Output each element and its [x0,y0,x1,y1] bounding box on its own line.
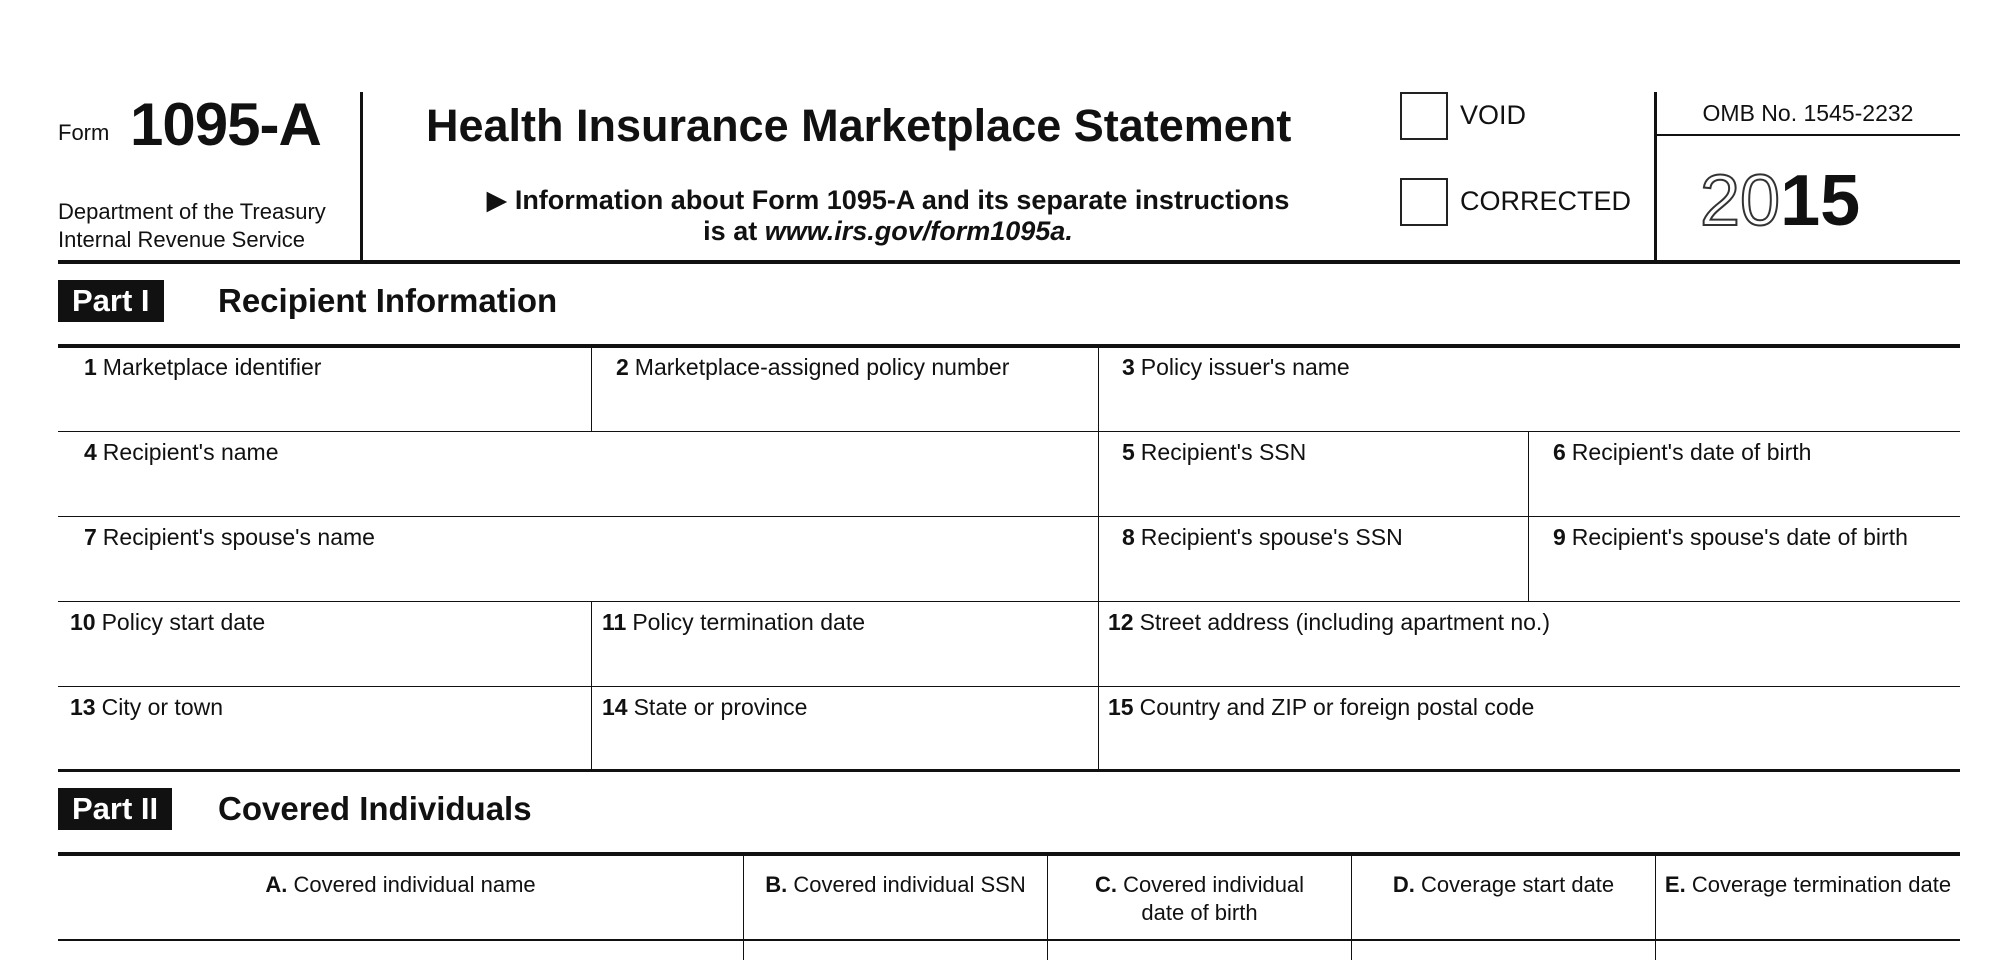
omb-underline [1656,134,1960,136]
omb-number: OMB No. 1545-2232 [1702,100,1914,126]
row-rule-2 [58,516,1960,517]
part1-bottom-rule [58,769,1960,772]
field-2[interactable]: 2 Marketplace-assigned policy number [616,354,1010,380]
field-9[interactable]: 9 Recipient's spouse's date of birth [1553,524,1908,550]
column-header-c: C. Covered individual date of birth [1094,872,1305,925]
field-7[interactable]: 7 Recipient's spouse's name [84,524,375,550]
field-10[interactable]: 10 Policy start date [70,609,266,635]
dept-line1: Department of the Treasury [58,199,326,224]
part2-header-rule [58,939,1960,941]
field-14[interactable]: 14 State or province [602,694,808,720]
field-3[interactable]: 3 Policy issuer's name [1122,354,1350,380]
row-rule-3 [58,601,1960,602]
column-header-a: A. Covered individual name [265,872,536,897]
column-header-d: D. Coverage start date [1392,872,1615,897]
info-line1: ▶ Information about Form 1095-A and its separate instructions [486,185,1290,215]
vrule-main [1098,346,1099,770]
tax-year [1700,160,1860,242]
field-6[interactable]: 6 Recipient's date of birth [1553,439,1812,465]
vrule-r23 [1528,431,1529,601]
part2-title: Covered Individuals [218,790,532,827]
part1-title: Recipient Information [218,282,558,319]
year-outline: 20 [1700,161,1781,241]
field-8[interactable]: 8 Recipient's spouse's SSN [1122,524,1403,550]
row-rule-4 [58,686,1960,687]
field-11[interactable]: 11 Policy termination date [602,609,866,635]
field-1[interactable]: 1 Marketplace identifier [84,354,322,380]
field-13[interactable]: 13 City or town [70,694,224,720]
part1-tag: Part I [58,280,164,322]
column-header-e: E. Coverage termination date [1664,872,1952,897]
vrule-r45 [591,601,592,770]
corrected-checkbox[interactable] [1400,178,1448,226]
department-label [58,198,326,254]
info-line2 [448,216,1328,247]
info-url-link[interactable]: www.irs.gov/form1095a. [764,216,1073,246]
form-number: 1095-A [130,91,321,158]
void-checkbox[interactable] [1400,92,1448,140]
dept-line2: Internal Revenue Service [58,227,306,252]
instructions-note [448,185,1328,247]
corrected-label: CORRECTED [1460,186,1632,216]
header-divider-right [1654,92,1657,260]
part2-tag: Part II [58,788,172,830]
part2-top-rule [58,852,1960,856]
field-12[interactable]: 12 Street address (including apartment no.) [1108,609,1550,635]
column-header-b: B. Covered individual SSN [765,872,1026,897]
form-word: Form [58,120,110,145]
part1-top-rule [58,344,1960,348]
field-4[interactable]: 4 Recipient's name [84,439,279,465]
info-prefix: is at [703,216,765,246]
field-5[interactable]: 5 Recipient's SSN [1122,439,1307,465]
row-rule-1 [58,431,1960,432]
header-bottom-rule [58,260,1960,264]
void-label: VOID [1460,100,1527,130]
header-divider-left [360,92,363,260]
year-solid: 15 [1780,161,1861,241]
field-15[interactable]: 15 Country and ZIP or foreign postal code [1108,694,1535,720]
vrule-r1-a [591,346,592,431]
form-title: Health Insurance Marketplace Statement [426,100,1292,151]
